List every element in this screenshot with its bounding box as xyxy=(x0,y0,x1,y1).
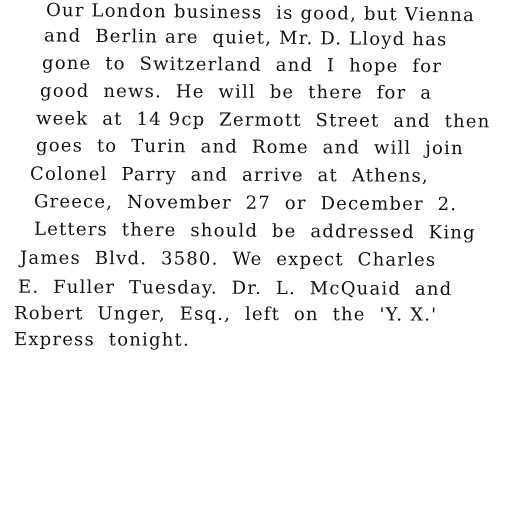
handwriting-line-13: Express tonight. xyxy=(13,329,190,351)
handwriting-line-1: Our London business is good, but Vienna xyxy=(45,0,476,27)
handwriting-line-11: E. Fuller Tuesday. Dr. L. McQuaid and xyxy=(17,276,453,300)
handwriting-line-4: good news. He will be there for a xyxy=(39,80,433,104)
handwriting-line-8: Greece, November 27 or December 2. xyxy=(33,191,458,216)
handwriting-line-3: gone to Switzerland and I hope for xyxy=(41,52,443,78)
handwriting-line-7: Colonel Parry and arrive at Athens, xyxy=(29,163,429,187)
handwriting-line-2: and Berlin are quiet, Mr. D. Lloyd has xyxy=(43,25,448,51)
handwriting-line-12: Robert Unger, Esq., left on the 'Y. X.' xyxy=(13,303,438,326)
handwriting-line-6: goes to Turin and Rome and will join xyxy=(35,135,464,160)
handwriting-line-9: Letters there should be addressed King xyxy=(33,218,476,244)
handwriting-line-5: week at 14 9cp Zermott Street and then xyxy=(35,108,491,133)
handwriting-line-10: James Blvd. 3580. We expect Charles xyxy=(19,247,437,271)
